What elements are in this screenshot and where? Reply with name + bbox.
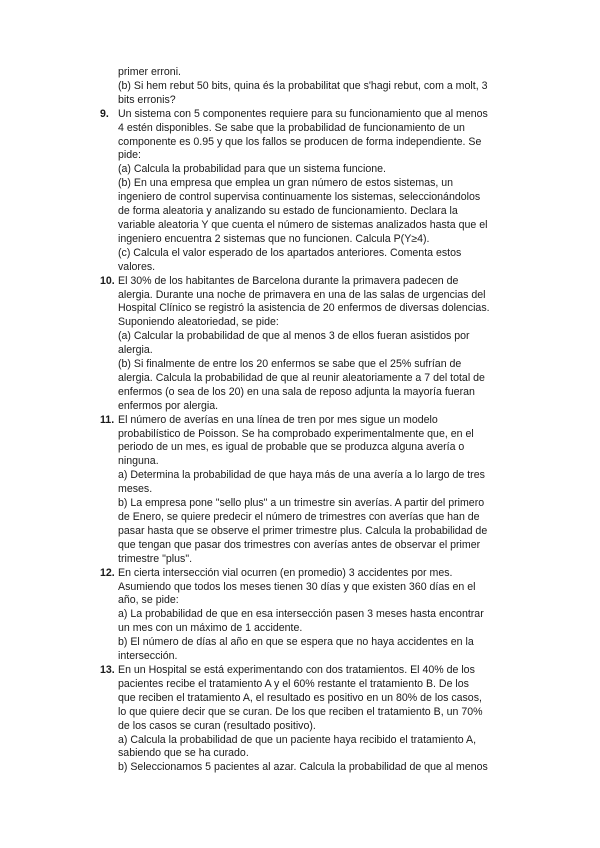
text-line: pasar hasta que se observe el primer trimestre plus. Calcula la probabilidad de <box>118 524 488 537</box>
text-line: alergia. <box>118 344 153 357</box>
text-line: componente es 0.95 y que los fallos se producen de forma independiente. Se <box>118 135 482 148</box>
problem-number: 9. <box>100 107 109 120</box>
text-line: ingeniero de control supervisa continuamente los sistemas, seleccionándolos <box>118 191 481 204</box>
text-line: 4 estén disponibles. Se sabe que la probabilidad de funcionamiento de un <box>118 121 465 134</box>
text-line: ingeniero encuentra 2 sistemas que no funcionen. Calcula P(Y≥4). <box>118 232 430 245</box>
text-line: intersección. <box>118 650 178 663</box>
text-line: En un Hospital se está experimentando con dos tratamientos. El 40% de los <box>118 663 475 676</box>
text-line: (b) Si hem rebut 50 bits, quina és la probabilitat que s'hagi rebut, com a molt, 3 <box>118 79 488 92</box>
text-line: alergia. Calcula la probabilidad de que al reunir aleatoriamente a 7 del total de <box>118 371 485 384</box>
text-line: enfermos (o sea de los 20) en una sala de reposo adjunta la mayoría fueran <box>118 385 475 398</box>
text-line: b) El número de días al año en que se espera que no haya accidentes en la <box>118 636 474 649</box>
text-line: ninguna. <box>118 455 159 468</box>
problem-11 <box>100 413 528 567</box>
text-line: (a) Calcular la probabilidad de que al menos 3 de ellos fueran asistidos por <box>118 330 470 343</box>
text-line: enfermos por alergia. <box>118 399 219 412</box>
text-line: bits erronis? <box>118 93 176 106</box>
text-line: pide: <box>118 149 141 162</box>
text-line: primer erroni. <box>118 66 181 78</box>
problem-number: 13. <box>100 663 115 676</box>
text-line: de Enero, se quiere predecir el número de trimestres con averías que han de <box>118 511 480 523</box>
text-line: (b) Si finalmente de entre los 20 enfermos se sabe que el 25% sufrían de <box>118 358 462 371</box>
text-line: b) Seleccionamos 5 pacientes al azar. Calcula la probabilidad de que al menos <box>118 761 488 774</box>
text-line: que reciben el tratamiento A, el resultado es positivo en un 80% de los casos, <box>118 691 482 704</box>
text-line: Suponiendo aleatoriedad, se pide: <box>118 316 279 329</box>
text-line: alergia. Durante una noche de primavera en una de las salas de urgencias del <box>118 288 486 301</box>
problem-number: 12. <box>100 566 115 579</box>
problem-13 <box>100 663 528 775</box>
text-line: a) La probabilidad de que en esa intersección pasen 3 meses hasta encontrar <box>118 608 484 621</box>
text-line: un mes con un máximo de 1 accidente. <box>118 622 303 635</box>
page-content <box>0 66 600 775</box>
text-line: a) Determina la probabilidad de que haya más de una avería a lo largo de tres <box>118 469 485 482</box>
text-line: (a) Calcula la probabilidad para que un sistema funcione. <box>118 163 386 176</box>
problem-12 <box>100 566 528 664</box>
text-line: variable aleatoria Y que cuenta el número de sistemas analizados hasta que el <box>118 218 488 231</box>
text-line: trimestre "plus". <box>118 552 193 565</box>
text-line: pacientes recibe el tratamiento A y el 60% restante el tratamiento B. De los <box>118 677 469 690</box>
text-line: b) La empresa pone "sello plus" a un trimestre sin averías. A partir del primero <box>118 497 485 510</box>
text-line: probabilístico de Poisson. Se ha comprobado experimentalmente que, en el <box>118 427 474 440</box>
text-line: lo que quiere decir que se curan. De los que reciben el tratamiento B, un 70% <box>118 705 483 718</box>
continuation-text <box>118 66 528 108</box>
text-line: (b) En una empresa que emplea un gran número de estos sistemas, un <box>118 177 454 190</box>
text-line: (c) Calcula el valor esperado de los apartados anteriores. Comenta estos <box>118 246 462 259</box>
text-line: que tengan que pasar dos trimestres con averías antes de observar el primer <box>118 538 481 551</box>
text-line: Un sistema con 5 componentes requiere para su funcionamiento que al menos <box>118 107 488 120</box>
text-line: periodo de un mes, es igual de probable que se produzca alguna avería o <box>118 441 465 454</box>
text-line: Asumiendo que todos los meses tienen 30 días y que existen 360 días en el <box>118 580 476 593</box>
text-line: Hospital Clínico se registró la asistencia de 20 enfermos de diversas dolencias. <box>118 302 490 315</box>
text-line: año, se pide: <box>118 594 179 607</box>
problem-number: 10. <box>100 274 115 287</box>
problem-number: 11. <box>100 413 115 426</box>
text-line: valores. <box>118 260 156 273</box>
text-line: El número de averías en una línea de tren por mes sigue un modelo <box>118 413 438 426</box>
text-line: meses. <box>118 483 153 496</box>
text-line: sabiendo que se ha curado. <box>118 747 249 760</box>
text-line: El 30% de los habitantes de Barcelona durante la primavera padecen de <box>118 274 459 287</box>
text-line: de los casos se curan (resultado positivo). <box>118 719 316 732</box>
problem-9 <box>100 107 528 275</box>
text-line: de forma aleatoria y analizando su estado de funcionamiento. Declara la <box>118 205 458 218</box>
problem-10 <box>100 274 528 414</box>
text-line: a) Calcula la probabilidad de que un paciente haya recibido el tratamiento A, <box>118 733 477 746</box>
text-line: En cierta intersección vial ocurren (en promedio) 3 accidentes por mes. <box>118 566 453 579</box>
